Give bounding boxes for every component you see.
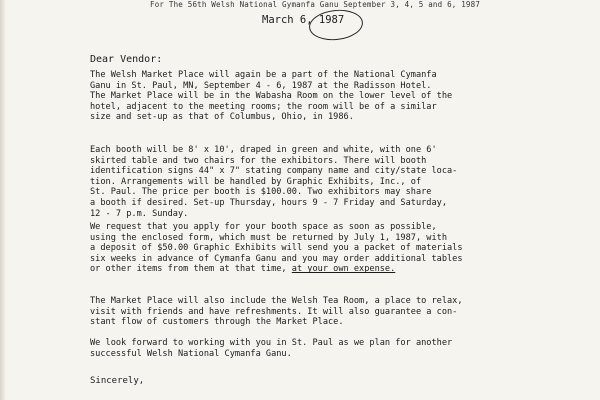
paragraph-line: identification signs 44" x 7" stating company name and city/state loca-: [90, 166, 458, 177]
paragraph-booth-details: [90, 145, 590, 219]
paragraph-closing-remarks: [90, 338, 590, 359]
paragraph-line: We look forward to working with you in St. Paul as we plan for another: [90, 338, 453, 348]
paragraph-line: size and set-up as that of Columbus, Ohio, in 1986.: [90, 112, 354, 123]
paragraph-line: [90, 264, 590, 275]
letterhead-event-line: For The 56th Welsh National Gymanfa Ganu September 3, 4, 5 and 6, 1987: [150, 0, 481, 9]
paragraph-line: The Market Place will also include the Welsh Tea Room, a place to relax,: [90, 296, 463, 306]
paragraph-line: hotel, adjacent to the meeting rooms; the room will be of a similar: [90, 101, 437, 112]
closing: Sincerely,: [90, 376, 145, 386]
paragraph-line: Ganu in St. Paul, MN, September 4 - 6, 1987 at the Radisson Hotel.: [90, 80, 432, 91]
underlined-phrase: at your own expense.: [291, 264, 396, 275]
paragraph-line: six weeks in advance of Cymanfa Ganu and you may order additional tables: [90, 253, 463, 264]
scan-shadow-edge: [0, 0, 6, 400]
paragraph-line: The Market Place will be in the Wabasha Room on the lower level of the: [90, 91, 453, 102]
paragraph-application: [90, 222, 590, 275]
paragraph-line: a deposit of $50.00 Graphic Exhibits will send you a packet of materials: [90, 243, 463, 254]
paragraph-line: a booth if desired. Set-up Thursday, hours 9 - 7 Friday and Saturday,: [90, 197, 447, 208]
line-prefix: or other items from them at that time,: [90, 264, 292, 275]
letter-date: March 6, 1987: [262, 14, 345, 26]
paragraph-line: Each booth will be 8' x 10', draped in green and white, with one 6': [90, 145, 437, 155]
paragraph-line: visit with friends and have refreshments. It will also guarantee a con-: [90, 306, 458, 317]
paragraph-line: The Welsh Market Place will again be a part of the National Cymanfa: [90, 70, 437, 80]
paragraph-line: skirted table and two chairs for the exhibitors. There will booth: [90, 155, 427, 166]
salutation: Dear Vendor:: [90, 54, 163, 65]
handwritten-circle-mark: [308, 7, 365, 42]
paragraph-line: stant flow of customers through the Market Place.: [90, 317, 344, 328]
paragraph-market-place: [90, 70, 590, 123]
paragraph-line: successful Welsh National Cymanfa Ganu.: [90, 348, 292, 359]
paragraph-line: St. Paul. The price per booth is $100.00. Two exhibitors may share: [90, 187, 432, 198]
paragraph-line: 12 - 7 p.m. Sunday.: [90, 208, 189, 219]
paragraph-tea-room: [90, 296, 590, 328]
paragraph-line: We request that you apply for your booth space as soon as possible,: [90, 222, 437, 232]
paragraph-line: using the enclosed form, which must be returned by July 1, 1987, with: [90, 232, 447, 243]
paragraph-line: tion. Arrangements will be handled by Graphic Exhibits, Inc., of: [90, 176, 422, 187]
